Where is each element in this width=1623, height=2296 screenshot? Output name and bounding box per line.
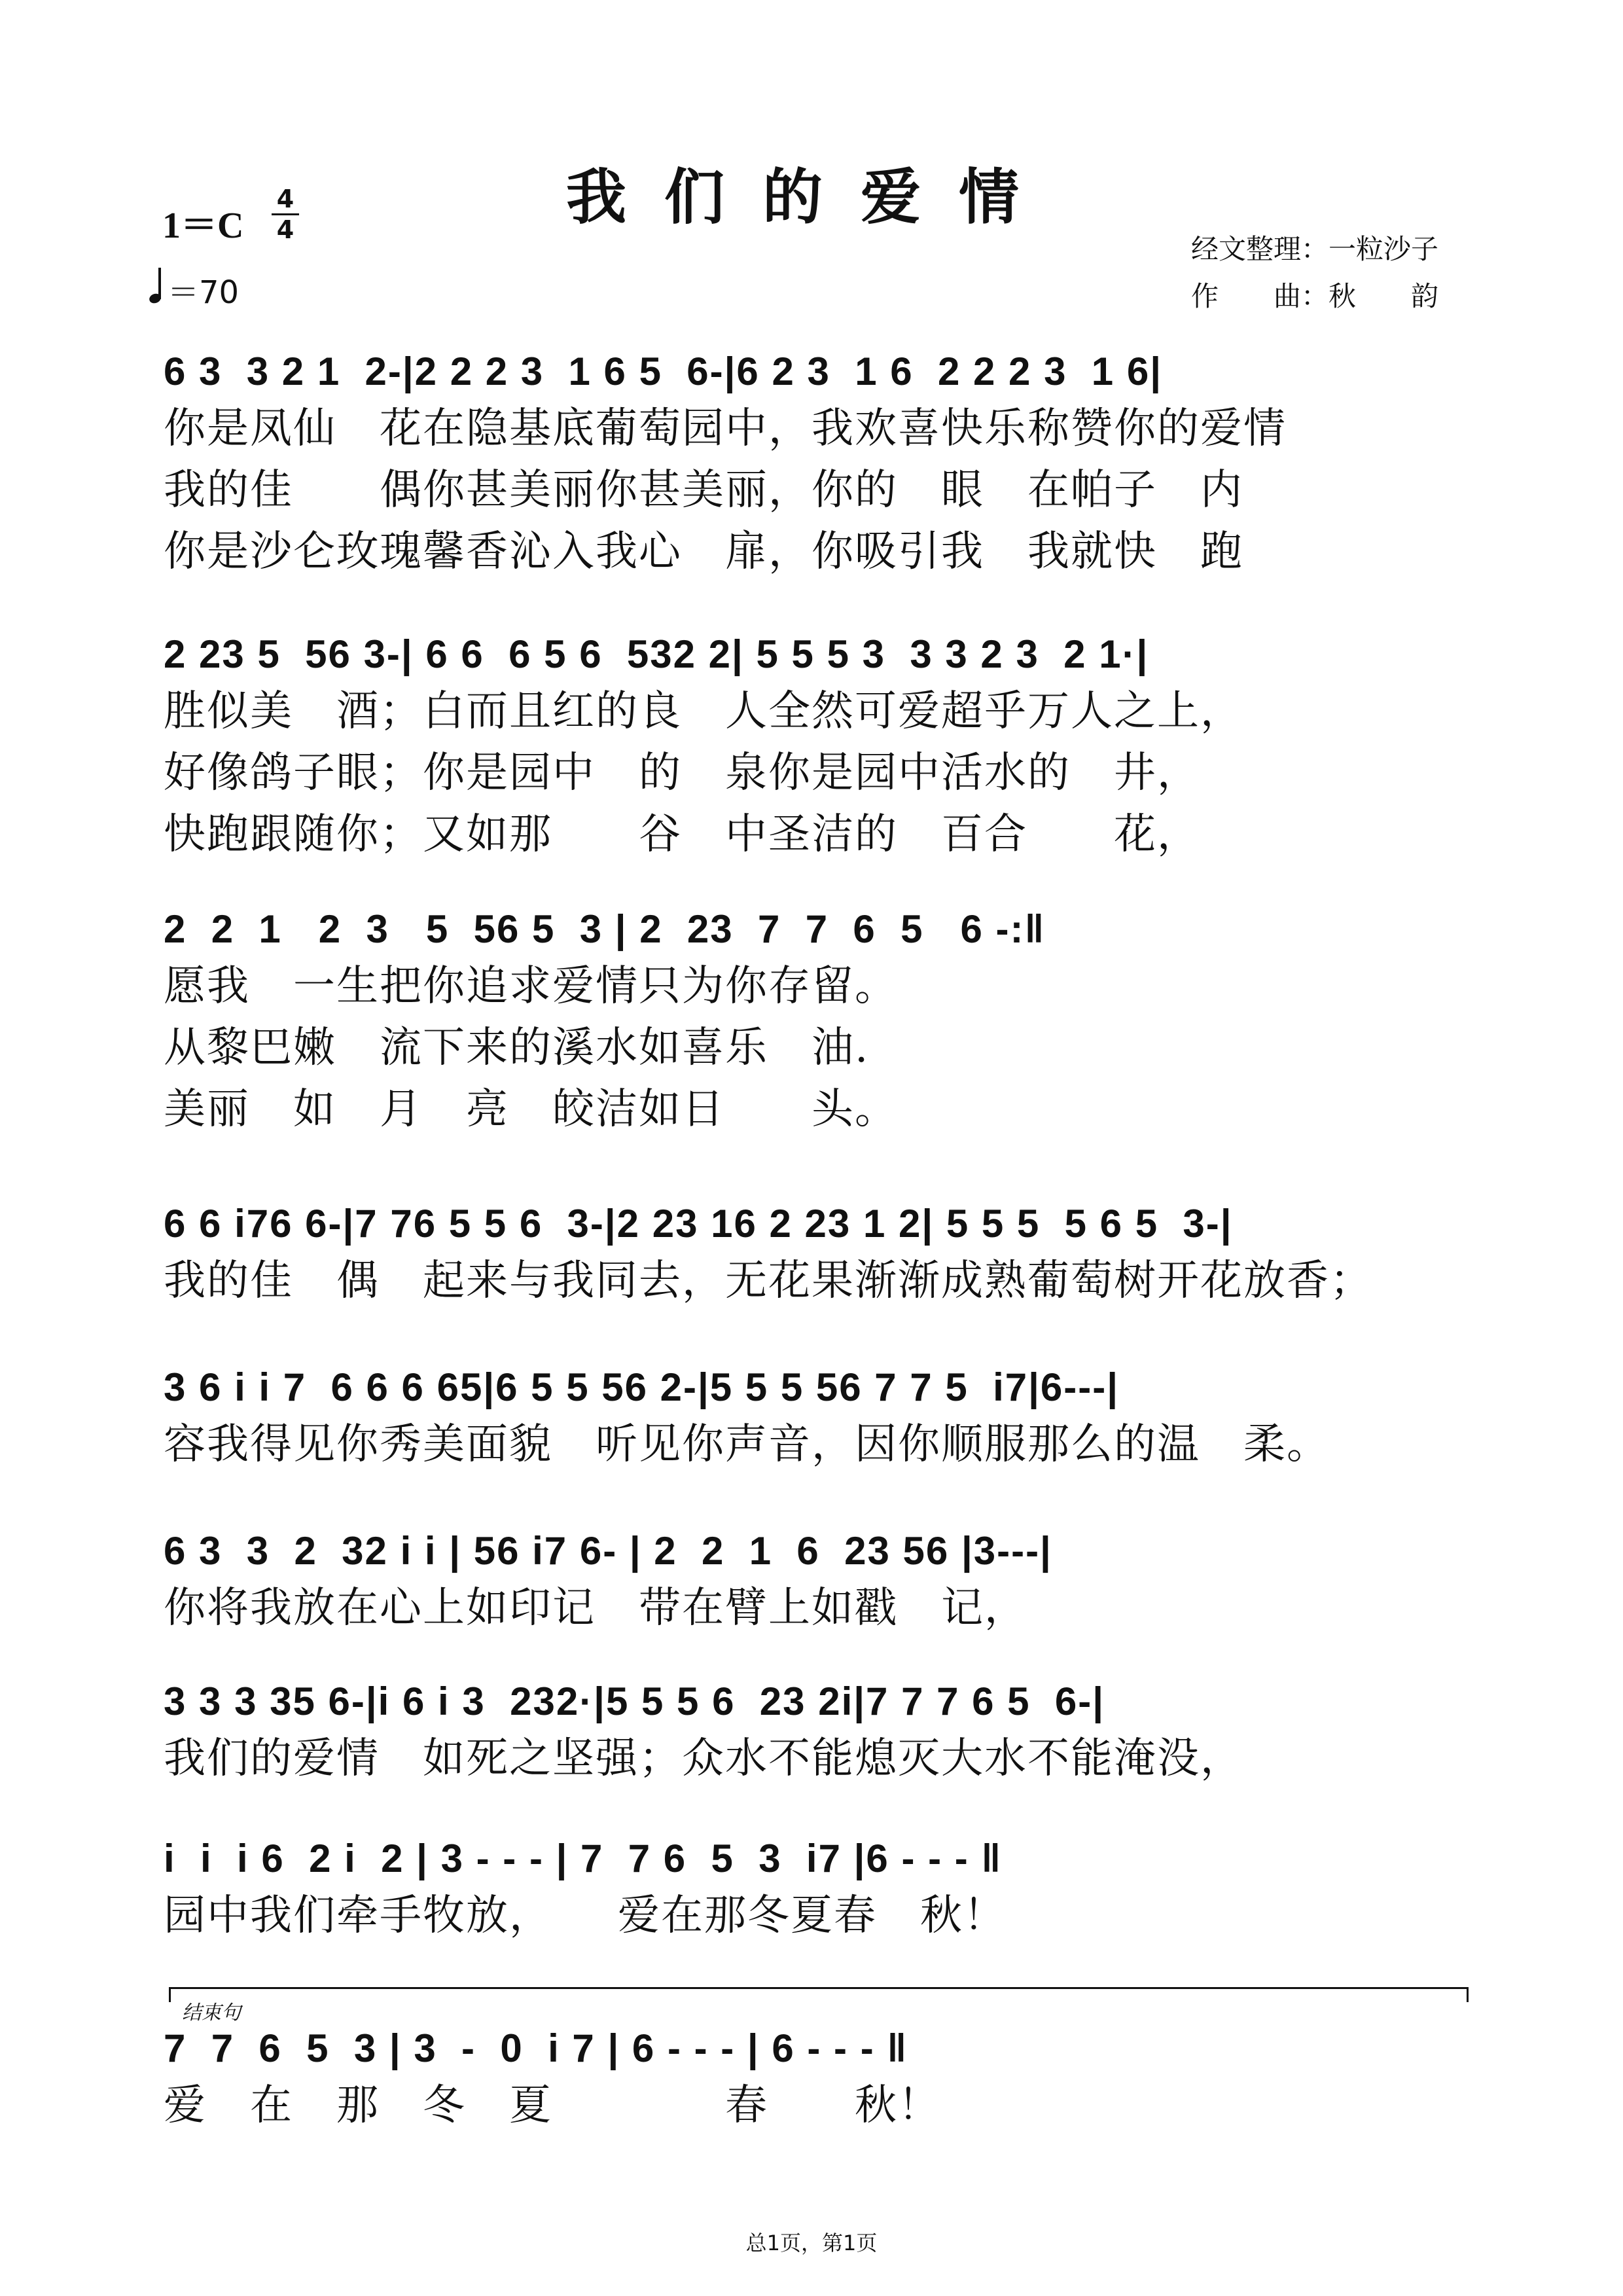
ending-bracket — [169, 1987, 1469, 2002]
lyric-verse-1: 我的佳 偶 起来与我同去，无花果渐渐成熟葡萄树开花放香； — [164, 1257, 1373, 1305]
notation-line: i i i 6 2 i 2 | 3 - - - | 7 7 6 5 3 i7 |6 - - - ‖ — [164, 1837, 1003, 1880]
notation-line: 3 6 i i 7 6 6 6 65|6 5 5 56 2-|5 5 5 56 7 7 5 i7|6---| — [164, 1365, 1120, 1409]
score-system-1 — [164, 346, 1459, 583]
time-signature-bottom: 4 — [276, 215, 294, 244]
lyric-verse-1: 爱 在 那 冬 夏 春 秋！ — [164, 2081, 941, 2130]
score-system-6 — [164, 1525, 1459, 1639]
arranger-credit: 经文整理：一粒沙子 — [1191, 233, 1439, 265]
notation-line: 2 23 5 56 3-| 6 6 6 5 6 532 2| 5 5 5 3 3 3 2 3 2 1·| — [164, 632, 1149, 676]
score-system-3 — [164, 903, 1459, 1140]
lyric-verse-1: 容我得见你秀美面貌 听见你声音，因你顺服那么的温 柔。 — [164, 1420, 1330, 1469]
lyric-verse-3: 快跑跟随你；又如那 谷 中圣洁的 百合 花， — [164, 810, 1200, 859]
score-system-5 — [164, 1361, 1459, 1475]
notation-line: 7 7 6 5 3 | 3 - 0 i 7 | 6 - - - | 6 - - - ‖ — [164, 2026, 908, 2070]
ending-label: 结束句 — [182, 2001, 241, 2024]
score-system-8 — [164, 1833, 1459, 1946]
key-signature: 1＝C — [162, 206, 244, 246]
lyric-verse-2: 我的佳 偶你甚美丽你甚美丽，你的 眼 在帕子 内 — [164, 466, 1243, 514]
lyric-verse-2: 好像鸽子眼；你是园中 的 泉你是园中活水的 井， — [164, 749, 1200, 797]
lyric-verse-1: 园中我们牵手牧放， 爱在那冬夏春 秋！ — [164, 1892, 1007, 1940]
notation-line: 2 2 1 2 3 5 56 5 3 | 2 23 7 7 6 5 6 -:‖ — [164, 907, 1046, 951]
score-system-7 — [164, 1676, 1459, 1789]
lyric-verse-3: 美丽 如 月 亮 皎洁如日 头。 — [164, 1085, 898, 1134]
tempo-value: ＝70 — [168, 274, 240, 311]
lyric-verse-1: 你将我放在心上如印记 带在臂上如戳 记， — [164, 1584, 1027, 1632]
score-system-2 — [164, 628, 1459, 865]
score-system-9 — [164, 2022, 1459, 2136]
lyric-verse-1: 胜似美 酒；白而且红的良 人全然可爱超乎万人之上， — [164, 687, 1243, 736]
lyric-verse-3: 你是沙仑玫瑰馨香沁入我心 扉，你吸引我 我就快 跑 — [164, 528, 1243, 576]
time-signature — [272, 186, 299, 243]
song-title: 我们的爱情 — [565, 162, 1057, 232]
note-stem-icon — [158, 268, 161, 299]
notation-line: 6 6 i76 6-|7 76 5 5 6 3-|2 23 16 2 23 1 2| 5 5 5 5 6 5 3-| — [164, 1202, 1233, 1246]
notation-line: 6 3 3 2 1 2-|2 2 2 3 1 6 5 6-|6 2 3 1 6 2 2 2 3 1 6| — [164, 350, 1162, 393]
notation-line: 3 3 3 35 6-|i 6 i 3 232·|5 5 5 6 23 2i|7 7 7 6 5 6-| — [164, 1679, 1105, 1723]
score-system-4 — [164, 1198, 1459, 1312]
notation-line: 6 3 3 2 32 i i | 56 i7 6- | 2 2 1 6 23 56 |3---| — [164, 1529, 1052, 1573]
tempo-marking — [149, 267, 239, 312]
time-signature-top: 4 — [276, 185, 294, 213]
lyric-verse-1: 你是凤仙 花在隐基底葡萄园中，我欢喜快乐称赞你的爱情 — [164, 404, 1287, 453]
lyric-verse-1: 我们的爱情 如死之坚强；众水不能熄灭大水不能淹没， — [164, 1734, 1243, 1783]
page-footer: 总1页，第1页 — [745, 2231, 878, 2255]
composer-credit: 作 曲：秋 韵 — [1191, 280, 1439, 312]
lyric-verse-1: 愿我 一生把你追求爱情只为你存留。 — [164, 962, 898, 1011]
lyric-verse-2: 从黎巴嫩 流下来的溪水如喜乐 油. — [164, 1024, 870, 1072]
